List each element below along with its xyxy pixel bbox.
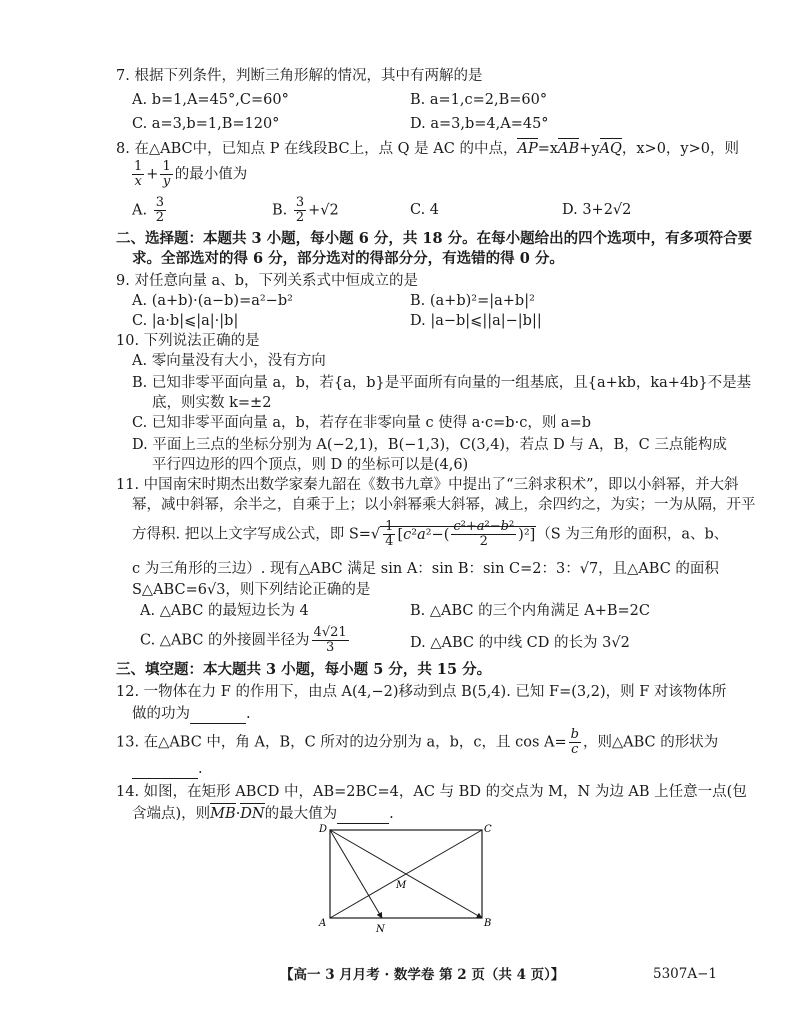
q8-frac-1-over-x: $\frac{1}{x}$	[134, 159, 143, 189]
page-footer: 【高一 3 月月考 · 数学卷 第 2 页（共 4 页）】	[280, 967, 565, 983]
label-m: M	[396, 880, 407, 891]
q11-line5: S△ABC=6√3，则下列结论正确的是	[132, 582, 371, 598]
q11-line4: c 为三角形的三边）. 现有△ABC 满足 sin A：sin B：sin C=2：3：√7，且△ABC 的面积	[132, 561, 719, 577]
q10-option-a: A. 零向量没有大小，没有方向	[132, 353, 326, 369]
section3-heading: 三、填空题：本大题共 3 小题，每小题 5 分，共 15 分。	[116, 661, 492, 678]
q8-option-d: D. 3+2√2	[562, 202, 632, 218]
q9-stem: 9. 对任意向量 a、b，下列关系式中恒成立的是	[116, 273, 418, 289]
q11-option-b: B. △ABC 的三个内角满足 A+B=2C	[410, 603, 650, 619]
q13-end: .	[198, 761, 203, 777]
q14-line2-text: 含端点)，则	[132, 806, 211, 822]
q9-option-c: C. |a·b|⩽|a|·|b|	[132, 313, 239, 329]
q8-option-b	[272, 196, 339, 226]
rectangle-figure	[310, 820, 500, 938]
q11-line3-post: （S 为三角形的面积，a、b、	[536, 526, 729, 543]
q11-option-c	[140, 626, 351, 658]
q13-line1-post: ，则△ABC 的形状为	[582, 734, 719, 751]
q10-option-d-line2: 平行四边形的四个顶点，则 D 的坐标可以是(4,6)	[152, 457, 469, 473]
q13-line2	[132, 760, 203, 779]
q7-option-c: C. a=3,b=1,B=120°	[132, 116, 280, 132]
q13-line1	[116, 728, 718, 758]
q7-option-b: B. a=1,c=2,B=60°	[410, 92, 548, 108]
q8-plus: +y	[579, 141, 600, 157]
q14-end: .	[389, 806, 394, 822]
q9-option-b: B. (a+b)²=|a+b|²	[410, 293, 535, 309]
q8-min-text: 的最小值为	[174, 166, 248, 183]
q11-option-c-text: C. △ABC 的外接圆半径为	[140, 632, 310, 649]
q12-line1: 12. 一物体在力 F 的作用下，由点 A(4,−2)移动到点 B(5,4). 已知 F=(3,2)，则 F 对该物体所	[116, 684, 727, 700]
q14-line1: 14. 如图，在矩形 ABCD 中，AB=2BC=4，AC 与 BD 的交点为 M，N 为边 AB 上任意一点(包	[116, 784, 747, 800]
q8-option-b-label: B.	[272, 202, 288, 219]
q12-line2	[132, 705, 251, 724]
q13-answer-blank[interactable]	[132, 760, 198, 779]
q8-option-b-frac: $\frac{3}{2}$	[295, 195, 305, 225]
section2-heading-line2: 求。全部选对的得 6 分，部分选对的得部分分，有选错的得 0 分。	[132, 250, 564, 267]
q8-option-b-tail: +√2	[308, 202, 339, 219]
q7-option-d: D. a=3,b=4,A=45°	[410, 116, 549, 132]
q14-vector-dn: DN	[240, 806, 265, 822]
q14-line2-post: 的最大值为	[264, 806, 338, 822]
q7-option-a: A. b=1,A=45°,C=60°	[132, 92, 289, 108]
label-c: C	[484, 824, 492, 835]
q11-option-d: D. △ABC 的中线 CD 的长为 3√2	[410, 635, 630, 651]
section2-heading-line1: 二、选择题：本题共 3 小题，每小题 6 分，共 18 分。在每小题给出的四个选项中，有多项符合要	[116, 230, 753, 247]
q8-stem-text: 8. 在△ABC中，已知点 P 在线段BC上，点 Q 是 AC 的中点，	[116, 141, 518, 157]
q14-dot: ·	[235, 806, 241, 822]
q11-line3-text: 方得积. 把以上文字写成公式，即 S=	[132, 526, 371, 543]
q12-line2-text: 做的功为	[132, 706, 190, 722]
label-d: D	[319, 824, 328, 835]
label-n: N	[376, 924, 385, 935]
q8-option-a-frac: $\frac{3}{2}$	[155, 195, 164, 225]
q11-line2: 幂，减中斜幂，余半之，自乘于上；以小斜幂乘大斜幂，减上，余四约之，为实；一为从隔，开平	[132, 497, 756, 513]
q12-answer-blank[interactable]	[190, 705, 246, 724]
q8-vector-ab: AB	[558, 141, 580, 157]
q8-stem-post: ，x>0，y>0，则	[621, 141, 739, 157]
paper-code: 5307A−1	[653, 966, 718, 982]
q8-vector-ap: AP	[517, 141, 538, 157]
q14-vector-mb: MB	[210, 806, 236, 822]
q8-option-a-label: A.	[132, 202, 148, 219]
label-a: A	[319, 918, 327, 929]
q8-stem-line2: $\frac{1}{x}$ + $\frac{1}{y}$ 的最小值为	[134, 159, 248, 189]
label-b: B	[484, 918, 492, 929]
q13-frac-b-over-c: $\frac{b}{c}$	[570, 727, 579, 757]
q10-option-b-line1: B. 已知非零平面向量 a，b，若{a，b}是平面所有向量的一组基底，且{a+kb，ka+4b}不是基	[132, 375, 752, 391]
q10-option-d-line1: D. 平面上三点的坐标分别为 A(−2,1)，B(−1,3)，C(3,4)，若点 D 与 A，B，C 三点能构成	[132, 437, 727, 453]
q8-eq: =x	[537, 141, 559, 157]
vector-dn	[330, 830, 382, 918]
q11-line1: 11. 中国南宋时期杰出数学家秦九韶在《数书九章》中提出了“三斜求积术”，即以小斜幂，并大斜	[116, 477, 739, 493]
q9-option-a: A. (a+b)·(a−b)=a²−b²	[132, 293, 293, 309]
q8-option-a	[132, 196, 168, 226]
q11-formula: √ $\frac{1}{4}$ [c²a²−( $\frac{\text{c²+a²−b²}}{2}$ )²]	[370, 519, 536, 549]
q8-stem	[116, 140, 739, 158]
q10-option-c: C. 已知非零平面向量 a，b，若存在非零向量 c 使得 a·c=b·c，则 a=b	[132, 415, 591, 431]
q8-frac-1-over-y: $\frac{1}{y}$	[162, 159, 171, 189]
q11-option-c-frac: $\frac{4√21}{3}$	[313, 625, 347, 655]
q8-option-c: C. 4	[410, 202, 440, 218]
q11-option-a: A. △ABC 的最短边长为 4	[140, 603, 309, 619]
q13-line1-text: 13. 在△ABC 中，角 A，B，C 所对的边分别为 a，b，c，且 cos A=	[116, 734, 567, 751]
q10-stem: 10. 下列说法正确的是	[116, 333, 260, 349]
q12-end: .	[246, 706, 251, 722]
q10-option-b-line2: 底，则实数 k=±2	[152, 395, 272, 411]
q9-option-d: D. |a−b|⩽||a|−|b||	[410, 313, 542, 329]
q8-vector-aq: AQ	[599, 141, 622, 157]
q7-stem: 7. 根据下列条件，判断三角形解的情况，其中有两解的是	[116, 68, 483, 84]
q11-line3	[132, 520, 728, 554]
